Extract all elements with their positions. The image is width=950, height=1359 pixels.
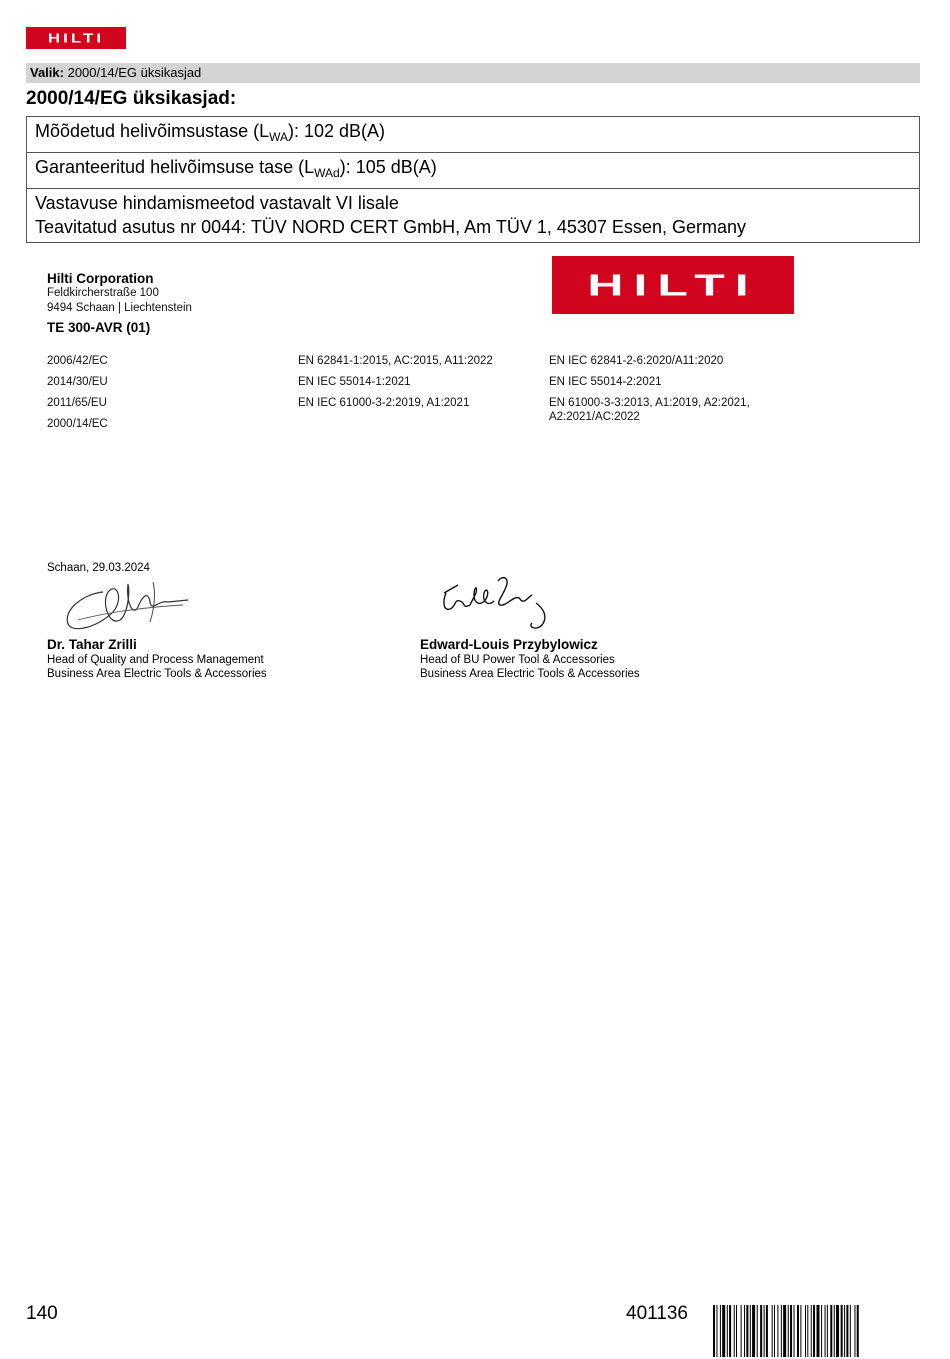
conformity-row [27, 189, 919, 242]
barcode-bar [777, 1305, 778, 1357]
standard-item: A2:2021/AC:2022 [549, 411, 640, 423]
signature-zrilli [58, 572, 193, 637]
barcode-bar [797, 1305, 799, 1357]
signer-area: Business Area Electric Tools & Accessories [420, 668, 640, 680]
signer-przybylowicz [420, 637, 640, 681]
product-model: TE 300-AVR (01) [47, 320, 151, 335]
barcode-bar [722, 1305, 725, 1357]
barcode-bar [744, 1305, 745, 1357]
signer-zrilli [47, 637, 267, 681]
standard-item: EN IEC 55014-1:2021 [298, 376, 411, 388]
logo-text: HILTI [47, 30, 105, 46]
row-text-suffix: ): 105 dB(A) [339, 157, 437, 177]
barcode-bar [750, 1305, 751, 1357]
document-number: 401136 [626, 1303, 688, 1324]
signer-area: Business Area Electric Tools & Accessories [47, 668, 267, 680]
standard-item: EN IEC 55014-2:2021 [549, 376, 662, 388]
barcode-bar [850, 1305, 851, 1357]
barcode-bar [736, 1305, 737, 1357]
barcode-bar [720, 1305, 721, 1357]
signer-name: Dr. Tahar Zrilli [47, 637, 137, 652]
notified-body: Teavitatud asutus nr 0044: TÜV NORD CERT GmbH, Am TÜV 1, 45307 Essen, Germany [35, 217, 746, 237]
conformity-method: Vastavuse hindamismeetod vastavalt VI lisale [35, 193, 399, 213]
barcode-bar [836, 1305, 839, 1357]
row-subscript: WA [269, 130, 289, 144]
barcode [713, 1305, 920, 1357]
signer-name: Edward-Louis Przybylowicz [420, 637, 598, 652]
barcode-bar [846, 1305, 848, 1357]
barcode-bar [844, 1305, 845, 1357]
selection-bar [26, 63, 920, 83]
barcode-bar [752, 1305, 755, 1357]
directive-item: 2014/30/EU [47, 376, 108, 388]
barcode-bar [830, 1305, 832, 1357]
barcode-bar [757, 1305, 758, 1357]
barcode-bar [760, 1305, 762, 1357]
directives-column [47, 354, 108, 438]
place-date: Schaan, 29.03.2024 [47, 562, 150, 574]
barcode-bar [794, 1305, 795, 1357]
barcode-bar [734, 1305, 735, 1357]
barcode-bar [807, 1305, 808, 1357]
guaranteed-sound-power-row [27, 153, 919, 189]
logo-text: HILTI [587, 267, 759, 303]
barcode-bar [788, 1305, 789, 1357]
standard-item: EN 61000-3-3:2013, A1:2019, A2:2021, [549, 397, 750, 409]
standards-column-2 [549, 354, 750, 431]
barcode-bar [834, 1305, 835, 1357]
barcode-bar [813, 1305, 815, 1357]
barcode-bar [764, 1305, 765, 1357]
directive-item: 2006/42/EC [47, 355, 108, 367]
barcode-bar [781, 1305, 782, 1357]
barcode-bar [805, 1305, 806, 1357]
hilti-logo-large [552, 256, 794, 314]
hilti-logo-small [26, 27, 126, 49]
company-city: 9494 Schaan | Liechtenstein [47, 302, 192, 314]
standard-item: EN IEC 61000-3-2:2019, A1:2021 [298, 397, 470, 409]
barcode-bar [716, 1305, 717, 1357]
signature-przybylowicz [436, 573, 554, 635]
row-text-prefix: Mõõdetud helivõimsustase (L [35, 121, 270, 141]
measured-sound-power-row [27, 117, 919, 153]
row-text-suffix: ): 102 dB(A) [288, 121, 386, 141]
signer-title: Head of BU Power Tool & Accessories [420, 654, 615, 666]
directive-item: 2000/14/EC [47, 418, 108, 430]
selection-value: 2000/14/EG üksikasjad [67, 65, 202, 80]
barcode-bar [774, 1305, 775, 1357]
barcode-bar [746, 1305, 748, 1357]
company-address [47, 271, 192, 316]
standards-column-1 [298, 354, 493, 417]
barcode-bar [766, 1305, 768, 1357]
barcode-bar [825, 1305, 826, 1357]
barcode-bar [741, 1305, 742, 1357]
barcode-bar [811, 1305, 812, 1357]
barcode-bar [727, 1305, 728, 1357]
standard-item: EN 62841-1:2015, AC:2015, A11:2022 [298, 355, 493, 367]
barcode-bar [827, 1305, 828, 1357]
company-name: Hilti Corporation [47, 271, 154, 286]
standard-item: EN IEC 62841-2-6:2020/A11:2020 [549, 355, 724, 367]
section-title: 2000/14/EG üksikasjad: [26, 88, 237, 109]
barcode-bar [790, 1305, 792, 1357]
noise-table [26, 116, 920, 243]
signer-title: Head of Quality and Process Management [47, 654, 264, 666]
barcode-bar [854, 1305, 855, 1357]
directive-item: 2011/65/EU [47, 397, 107, 409]
barcode-bar [821, 1305, 822, 1357]
barcode-bar [841, 1305, 843, 1357]
page-number: 140 [26, 1303, 58, 1324]
company-street: Feldkircherstraße 100 [47, 287, 159, 299]
barcode-bar [800, 1305, 801, 1357]
barcode-bar [713, 1305, 715, 1357]
barcode-bar [729, 1305, 731, 1357]
row-subscript: WAd [314, 166, 340, 180]
barcode-bar [772, 1305, 773, 1357]
barcode-bar [857, 1305, 859, 1357]
barcode-bar [817, 1305, 820, 1357]
barcode-bar [783, 1305, 786, 1357]
row-text-prefix: Garanteeritud helivõimsuse tase (L [35, 157, 315, 177]
selection-label: Valik: [30, 65, 64, 80]
